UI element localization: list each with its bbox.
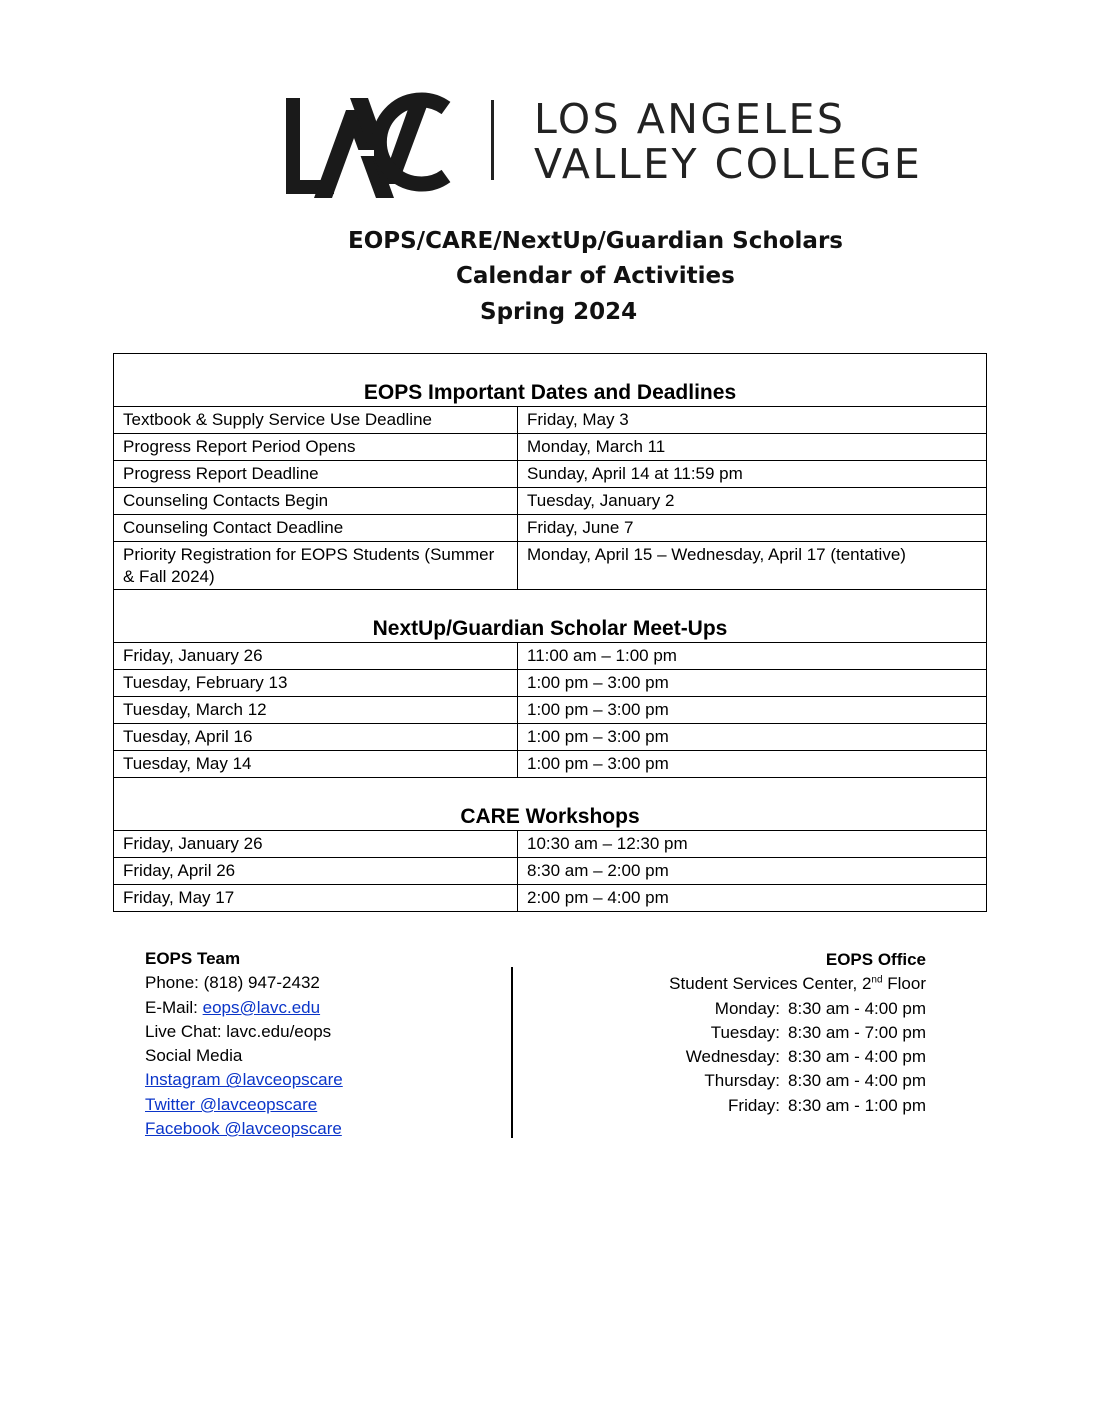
table-row	[114, 670, 987, 697]
section-heading-care: CARE Workshops	[114, 778, 987, 831]
table-cell-date: Tuesday, January 2	[518, 488, 987, 515]
college-name-line2: VALLEY COLLEGE	[534, 140, 923, 188]
table-row	[114, 542, 987, 590]
table-cell-item: Progress Report Deadline	[114, 461, 518, 488]
office-heading: EOPS Office	[825, 950, 926, 969]
eops-office-info	[560, 948, 926, 1118]
college-name-line1: LOS ANGELES	[534, 95, 846, 143]
office-location	[560, 972, 926, 996]
table-cell-date: Tuesday, April 16	[114, 724, 518, 751]
table-row	[114, 407, 987, 434]
table-row	[114, 434, 987, 461]
section-heading-eops: EOPS Important Dates and Deadlines	[114, 354, 987, 407]
table-row	[114, 751, 987, 778]
table-cell-time: 11:00 am – 1:00 pm	[518, 643, 987, 670]
team-phone: Phone: (818) 947-2432	[145, 973, 320, 993]
hours-row-thursday: Thursday: 8:30 am - 4:00 pm	[704, 1071, 926, 1091]
table-cell-time: 8:30 am – 2:00 pm	[518, 858, 987, 885]
table-row	[114, 831, 987, 858]
table-cell-time: 1:00 pm – 3:00 pm	[518, 670, 987, 697]
hours-row-monday: Monday: 8:30 am - 4:00 pm	[714, 998, 926, 1018]
table-cell-item: Counseling Contact Deadline	[114, 515, 518, 542]
table-cell-date: Friday, April 26	[114, 858, 518, 885]
instagram-link[interactable]: Instagram @lavceopscare	[145, 1070, 343, 1090]
table-cell-item: Textbook & Supply Service Use Deadline	[114, 407, 518, 434]
email-link[interactable]: eops@lavc.edu	[202, 997, 321, 1017]
hours-row-tuesday: Tuesday: 8:30 am - 7:00 pm	[710, 1022, 926, 1042]
table-row	[114, 858, 987, 885]
hours-row-wednesday: Wednesday: 8:30 am - 4:00 pm	[685, 1047, 926, 1067]
table-cell-date: Friday, January 26	[114, 643, 518, 670]
twitter-link[interactable]: Twitter @lavceopscare	[145, 1094, 318, 1114]
table-cell-date: Sunday, April 14 at 11:59 pm	[518, 461, 987, 488]
social-media-heading: Social Media	[145, 1046, 243, 1066]
table-cell-date: Tuesday, March 12	[114, 697, 518, 724]
section-heading-row	[114, 590, 987, 643]
hours-row-friday: Friday: 8:30 am - 1:00 pm	[728, 1095, 926, 1115]
table-cell-date: Monday, March 11	[518, 434, 987, 461]
table-cell-date: Monday, April 15 – Wednesday, April 17 (tentative)	[518, 542, 987, 590]
lavc-logo-mark	[284, 80, 454, 202]
team-live-chat: Live Chat: lavc.edu/eops	[145, 1021, 332, 1041]
title-line-calendar: Calendar of Activities	[456, 263, 735, 289]
table-cell-item: Progress Report Period Opens	[114, 434, 518, 461]
logo-divider	[491, 100, 494, 180]
table-row	[114, 515, 987, 542]
table-row	[114, 461, 987, 488]
table-cell-date: Friday, January 26	[114, 831, 518, 858]
team-email-line	[145, 996, 343, 1020]
section-heading-meetups: NextUp/Guardian Scholar Meet-Ups	[114, 590, 987, 643]
office-location-text: Student Services Center, 2	[669, 974, 872, 994]
team-heading: EOPS Team	[145, 949, 241, 968]
footer-divider	[511, 967, 513, 1138]
table-cell-date: Tuesday, February 13	[114, 670, 518, 697]
section-heading-row	[114, 354, 987, 407]
title-line-programs: EOPS/CARE/NextUp/Guardian Scholars	[348, 228, 843, 254]
table-cell-date: Tuesday, May 14	[114, 751, 518, 778]
table-cell-time: 1:00 pm – 3:00 pm	[518, 751, 987, 778]
table-cell-time: 1:00 pm – 3:00 pm	[518, 724, 987, 751]
table-cell-item: Counseling Contacts Begin	[114, 488, 518, 515]
table-cell-date: Friday, May 3	[518, 407, 987, 434]
email-label: E-Mail:	[145, 997, 203, 1017]
lavc-logo	[284, 80, 923, 202]
table-row	[114, 885, 987, 912]
table-cell-time: 2:00 pm – 4:00 pm	[518, 885, 987, 912]
table-cell-item: Priority Registration for EOPS Students (Summer & Fall 2024)	[114, 542, 518, 590]
schedule-table	[113, 353, 987, 912]
title-line-term: Spring 2024	[480, 299, 638, 325]
table-row	[114, 643, 987, 670]
table-cell-time: 1:00 pm – 3:00 pm	[518, 697, 987, 724]
office-location-floor: Floor	[882, 974, 926, 994]
table-row	[114, 724, 987, 751]
table-cell-date: Friday, May 17	[114, 885, 518, 912]
table-row	[114, 488, 987, 515]
office-location-ordinal: nd	[871, 974, 883, 986]
facebook-link[interactable]: Facebook @lavceopscare	[145, 1119, 342, 1139]
table-row	[114, 697, 987, 724]
eops-team-contact	[145, 947, 343, 1141]
table-cell-time: 10:30 am – 12:30 pm	[518, 831, 987, 858]
section-heading-row	[114, 778, 987, 831]
table-cell-date: Friday, June 7	[518, 515, 987, 542]
